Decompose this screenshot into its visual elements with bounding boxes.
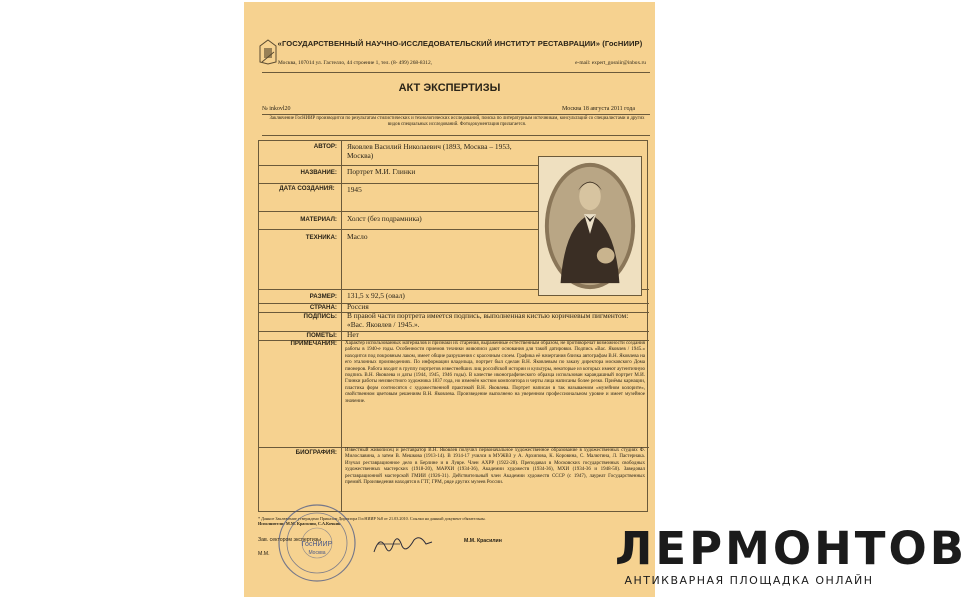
head-name: М.М. Красилин <box>464 538 502 544</box>
brand-tagline: АНТИКВАРНАЯ ПЛОЩАДКА ОНЛАЙН <box>624 574 874 587</box>
footnote-line: * Данное Заключение утверждено Приказом Директора ГосНИИР №8 от 21.03.2010. Ссылки на данный документ обязательны. <box>258 516 486 521</box>
value-signature: В правой части портрета имеется подпись, выполненная кистью коричневым пигментом: «Вас. Яковлев / 1945.». <box>347 311 629 329</box>
label-notes: ПРИМЕЧАНИЯ: <box>290 340 337 347</box>
row-divider <box>259 229 539 230</box>
intro-bottom-rule <box>262 135 650 136</box>
document-date: Москва 18 августа 2011 года <box>562 106 635 112</box>
header-divider <box>262 72 650 73</box>
address: Москва, 107014 ул. Гастелло, 44 строение 1, тел. (8- 499) 268-8312, <box>278 60 433 66</box>
value-author: Яковлев Василий Николаевич (1893, Москва – 1953, Москва) <box>347 142 512 160</box>
intro-top-rule <box>262 114 650 115</box>
value-biography: Известный живописец и реставратор В.Н. Яковлев получил первоначальное художественное образование в художественных студиях Ф. Милославина, а затем В. Мешкова (1913-14). В 1914-17 учился в МУЖВЗ у А. Архипова, К. Коровина, С. Малютина, Л. Пастернака. Изучал реставрационное дело в Берлине и в Лувре. Член АХРР (1922-28). Преподавал в Московских государственных свободных художественных мастерских (1918-20), МАРХИ (1934-36), Академии художеств (1934-36), МХИ (1934-36 и 1948-50). Заведовал реставрационной мастерской ГМИИ (1926-31). Действительный член Академии художеств СССР (с 1947), лауреат Государственных премий. Произведения находятся в ГТГ, ГРМ, ряде других музеев России. <box>345 448 645 485</box>
row-divider <box>259 183 539 184</box>
label-country: СТРАНА: <box>309 304 337 311</box>
executors: Исполнители: М.М. Красилин, С.А.Кочкин <box>258 521 341 527</box>
left-initials: М.М. <box>258 551 270 557</box>
label-size: РАЗМЕР: <box>309 293 337 300</box>
value-marks: Нет <box>347 330 359 339</box>
label-marks: ПОМЕТЫ: <box>306 332 337 339</box>
brand-logo: ЛЕРМОНТОВ <box>615 522 967 575</box>
organization-name: «ГОСУДАРСТВЕННЫЙ НАУЧНО-ИССЛЕДОВАТЕЛЬСКИЙ ИНСТИТУТ РЕСТАВРАЦИИ» (ГосНИИР) <box>277 39 643 48</box>
value-material: Холст (без подрамника) <box>347 214 422 223</box>
email: e-mail: expert_gosniir@inbox.ru <box>575 60 646 66</box>
label-biography: БИОГРАФИЯ: <box>295 449 337 456</box>
label-technique: ТЕХНИКА: <box>305 234 337 241</box>
row-divider <box>259 165 539 166</box>
handwritten-signature <box>370 530 436 558</box>
document-number: № inkovl20 <box>262 106 291 112</box>
svg-text:Москва: Москва <box>308 550 326 556</box>
label-author: АВТОР: <box>313 143 337 150</box>
round-seal-stamp <box>276 502 358 584</box>
value-title: Портрет М.И. Глинки <box>347 167 416 176</box>
row-divider <box>259 211 539 212</box>
value-size: 131,5 х 92,5 (овал) <box>347 291 405 300</box>
value-technique: Масло <box>347 232 368 241</box>
head-label: Зав. сектором экспертизы <box>258 537 321 543</box>
address-line <box>278 60 646 66</box>
portrait-photo <box>538 156 642 296</box>
expertise-certificate <box>244 2 655 597</box>
value-country: Россия <box>347 302 369 311</box>
intro-note: Заключение ГосНИИР производится по результатам стилистических и технологических исследований, поиска по литературным источникам, консультаций со специалистами и других видов специальных исследований. Фотодокументация прилагается. <box>269 116 645 128</box>
value-date: 1945 <box>347 185 362 194</box>
document-title: АКТ ЭКСПЕРТИЗЫ <box>398 82 501 94</box>
label-signature: ПОДПИСЬ: <box>303 313 337 320</box>
value-notes: Характер использованных материалов и признаки их старения, выраженные естественным образом, не противоречат возможности создания работы в 1940-е годы. Особенности приемов техники живописи дают основания для такой датировки. Подпись «Вас. Яковлев / 1945.» находится под покровным лаком, имеет общие разрушения с красочным слоем. Графика её начертания близка автографам В.Н. Яковлева на его эталонных произведениях. По информации владельца, портрет был сделан В.Н. Яковлевым по заказу директора московского Дома пионеров. Работа входит в группу портретов известнейших лиц российской истории и культуры, некоторые из которых имеют аутентичную подпись В.Н. Яковлева и даты (1944, 1945, 1946 годы). В качестве иконографического образца использован карандашный портрет М.И. Глинки работы неизвестного художника 1837 года, но изменён костюм композитора и черты лица написаны более резко. Приёмы карнации, пластика форм соотносятся с художественной практикой В.Н. Яковлева. Портрет написан в так называемом «музейном колорите», свойственном цветовым решениям В.Н. Яковлева. Произведение выполнено на уверенном профессиональном уровне и имеет музейное значение. <box>345 341 645 404</box>
label-title: НАЗВАНИЕ: <box>300 169 337 176</box>
svg-text:ГосНИИР: ГосНИИР <box>301 541 333 548</box>
label-date: ДАТА СОЗДАНИЯ: <box>279 185 335 192</box>
column-divider <box>341 141 342 511</box>
label-material: МАТЕРИАЛ: <box>300 216 337 223</box>
